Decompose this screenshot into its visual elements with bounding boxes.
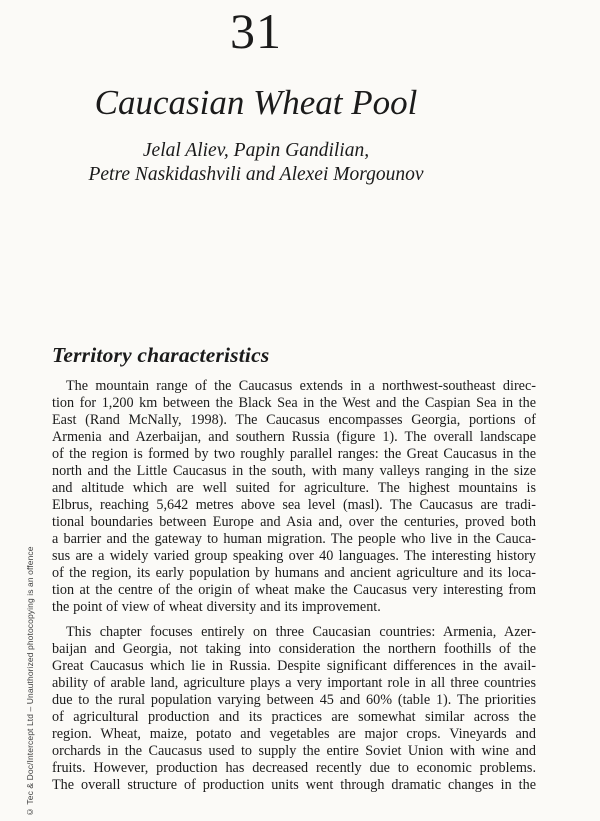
text-line: due to the rural population varying between 45 and 60% (table 1). The priorities — [52, 692, 536, 708]
chapter-number: 31 — [230, 3, 282, 59]
text-line: orchards in the Caucasus used to supply the entire Soviet Union with wine and — [52, 743, 536, 759]
text-line: of the region, its early population by humans and ancient agriculture and its loca- — [52, 565, 536, 581]
paragraph — [52, 378, 536, 616]
text-line: ability of arable land, agriculture plays a very important role in all three countries — [52, 675, 536, 691]
authors-block — [0, 139, 512, 186]
text-line: The mountain range of the Caucasus extends in a northwest-southeast direc- — [66, 378, 536, 394]
paragraph — [52, 624, 536, 794]
text-line: Elbrus, reaching 5,642 metres above sea level (masl). The Caucasus are tradi- — [52, 497, 536, 513]
text-line: This chapter focuses entirely on three Caucasian countries: Armenia, Azer- — [66, 624, 536, 640]
text-line: fruits. However, production has decreased recently due to economic problems. — [52, 760, 536, 776]
section-heading: Territory characteristics — [52, 343, 270, 367]
text-line: baijan and Georgia, not taking into consideration the northern foothills of the — [52, 641, 536, 657]
text-line: Great Caucasus which lie in Russia. Despite significant differences in the avail- — [52, 658, 536, 674]
author-line: Jelal Aliev, Papin Gandilian, — [142, 140, 370, 161]
text-line: region. Wheat, maize, potato and vegetables are major crops. Vineyards and — [52, 726, 536, 742]
text-line: tional boundaries between Europe and Asia and, over the centuries, proved both — [52, 514, 536, 530]
chapter-title: Caucasian Wheat Pool — [94, 83, 418, 122]
author-line: Petre Naskidashvili and Alexei Morgounov — [88, 163, 424, 185]
text-line: of agricultural production and its practices are somewhat similar across the — [52, 709, 536, 725]
text-line: and altitude which are well suited for agriculture. The highest mountains is — [52, 480, 536, 496]
text-line: East (Rand McNally, 1998). The Caucasus encompasses Georgia, portions of — [52, 412, 536, 428]
text-line: of the region is formed by two roughly parallel ranges: the Great Caucasus in the — [52, 446, 536, 462]
text-line: tion at the centre of the origin of wheat make the Caucasus very interesting from — [52, 582, 536, 598]
text-line: Armenia and Azerbaijan, and southern Russia (figure 1). The overall landscape — [52, 429, 536, 445]
text-line: tion for 1,200 km between the Black Sea in the West and the Caspian Sea in the — [52, 395, 536, 411]
text-line: north and the Little Caucasus in the south, with many valleys ranging in the size — [52, 463, 536, 479]
copyright-notice: © Tec & Doc/Intercept Ltd – Unauthorized photocopying is an offence — [25, 546, 35, 818]
text-line: The overall structure of production units went through dramatic changes in the — [52, 777, 536, 793]
text-line: the point of view of wheat diversity and its improvement. — [52, 599, 381, 615]
body-paragraphs — [52, 378, 536, 794]
text-line: sus are a widely varied group speaking over 40 languages. The interesting history — [52, 548, 536, 564]
text-line: a barrier and the gateway to human migration. The people who live in the Cauca- — [52, 531, 536, 547]
